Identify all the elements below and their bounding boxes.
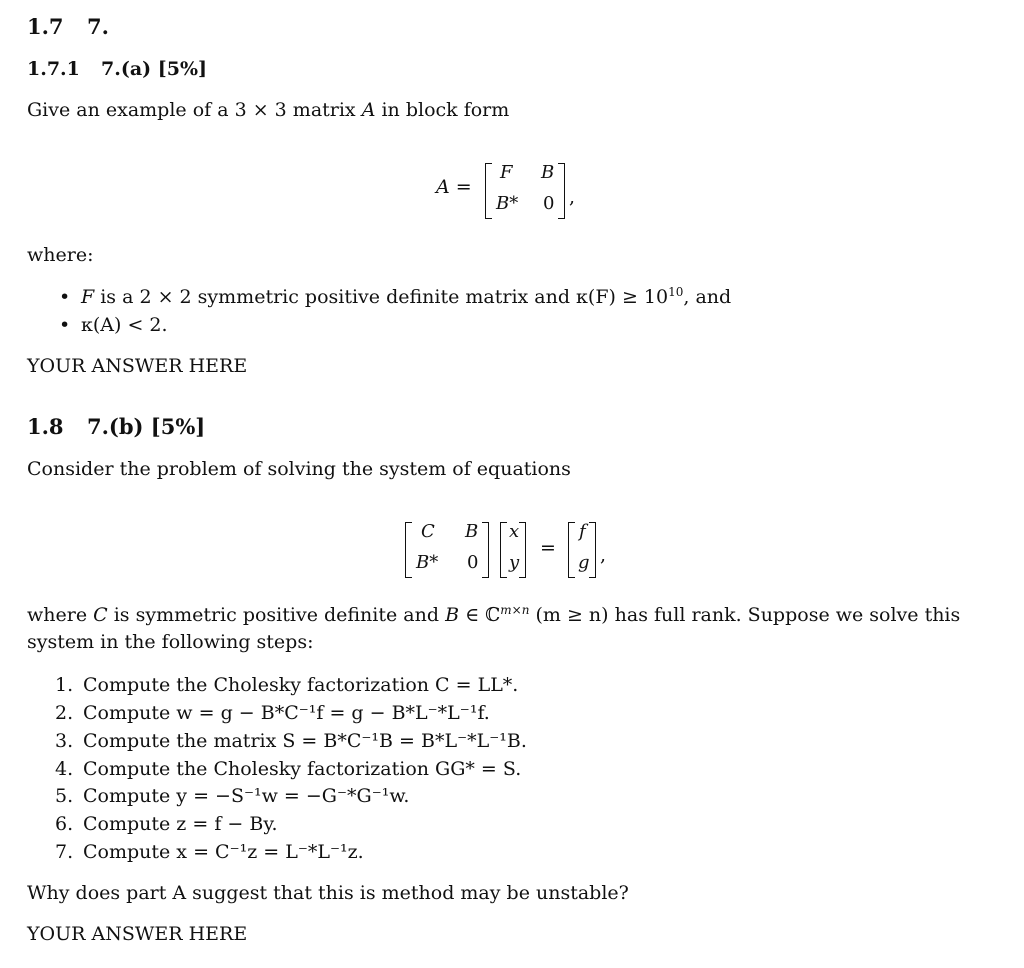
bullet-tail: , and [683, 286, 732, 308]
matrix-entry-21: B* [496, 193, 519, 214]
text: ∈ ℂ [459, 604, 501, 626]
left-bracket [568, 522, 575, 578]
step-item [55, 730, 527, 752]
step-number: 2. [55, 702, 74, 724]
intro-var: A [361, 99, 376, 121]
part-b-intro: Consider the problem of solving the system of equations [27, 458, 571, 480]
step-item [55, 674, 518, 696]
intro-text-post: in block form [375, 99, 510, 121]
bullet-dot: • [59, 286, 71, 308]
step-text: Compute w = g − B*C⁻¹f = g − B*L⁻*L⁻¹f. [83, 702, 490, 724]
part-a-intro [27, 99, 509, 121]
matrix-entry-22: 0 [467, 552, 479, 573]
section-heading-1-8 [27, 414, 205, 439]
bullet-exponent: 10 [668, 285, 684, 299]
section-title: 7.(a) [5%] [101, 58, 207, 80]
step-text: Compute z = f − By. [83, 813, 278, 835]
text: (m ≥ n) has full rank. Suppose we solve this [529, 604, 961, 626]
section-title: 7.(b) [5%] [87, 414, 206, 439]
vector-entry-x: x [509, 521, 520, 542]
section-heading-1-7-1 [27, 58, 207, 80]
equation-lhs: A = [436, 176, 472, 198]
text: where [27, 604, 94, 626]
step-text: Compute x = C⁻¹z = L⁻*L⁻¹z. [83, 841, 364, 863]
step-number: 3. [55, 730, 74, 752]
step-item [55, 841, 364, 863]
equation-comma: , [569, 186, 576, 208]
var: B [445, 604, 460, 626]
vector-entry-f: f [579, 521, 586, 542]
step-item [55, 785, 409, 807]
right-bracket [519, 522, 526, 578]
vector-entry-y: y [509, 552, 520, 573]
matrix-entry-11: F [500, 162, 513, 183]
right-bracket [482, 522, 489, 578]
matrix-entry-12: B [465, 521, 479, 542]
step-number: 7. [55, 841, 74, 863]
step-text: Compute the matrix S = B*C⁻¹B = B*L⁻*L⁻¹B. [83, 730, 527, 752]
bullet-item-2 [59, 314, 168, 336]
matrix-entry-12: B [541, 162, 555, 183]
bullet-var: F [81, 286, 95, 308]
bullet-item-1 [59, 286, 731, 308]
section-number: 1.7 [27, 14, 64, 39]
vector-entry-g: g [578, 552, 590, 573]
step-item [55, 813, 278, 835]
bullet-text: κ(A) < 2. [81, 314, 168, 336]
text: is symmetric positive definite and [107, 604, 446, 626]
equals-sign: = [540, 537, 556, 559]
step-text: Compute y = −S⁻¹w = −G⁻*G⁻¹w. [83, 785, 410, 807]
matrix-entry-21: B* [416, 552, 439, 573]
section-title: 7. [87, 14, 109, 39]
step-text: Compute the Cholesky factorization C = LL*. [83, 674, 519, 696]
bullet-text: is a 2 × 2 symmetric positive definite matrix and κ(F) ≥ 10 [94, 286, 669, 308]
left-bracket [405, 522, 412, 578]
step-number: 4. [55, 758, 74, 780]
part-b-question: Why does part A suggest that this is method may be unstable? [27, 882, 629, 904]
step-item [55, 702, 490, 724]
section-heading-1-7 [27, 14, 109, 39]
part-b-where-line-2: system in the following steps: [27, 631, 314, 653]
part-b-where-line-1 [27, 604, 960, 626]
matrix-entry-11: C [421, 521, 435, 542]
bullet-dot: • [59, 314, 71, 336]
var: C [93, 604, 108, 626]
step-number: 6. [55, 813, 74, 835]
answer-placeholder-a: YOUR ANSWER HERE [27, 355, 248, 377]
answer-placeholder-b: YOUR ANSWER HERE [27, 923, 248, 945]
where-label: where: [27, 244, 94, 266]
intro-text: Give an example of a 3 × 3 matrix [27, 99, 362, 121]
matrix-entry-22: 0 [543, 193, 555, 214]
left-bracket [485, 163, 492, 219]
section-number: 1.8 [27, 414, 64, 439]
right-bracket [558, 163, 565, 219]
left-bracket [500, 522, 507, 578]
section-number: 1.7.1 [27, 58, 80, 80]
step-number: 1. [55, 674, 74, 696]
exponent: m×n [500, 603, 530, 617]
right-bracket [589, 522, 596, 578]
step-item [55, 758, 521, 780]
step-text: Compute the Cholesky factorization GG* = S. [83, 758, 522, 780]
equation-comma: , [600, 544, 607, 566]
step-number: 5. [55, 785, 74, 807]
